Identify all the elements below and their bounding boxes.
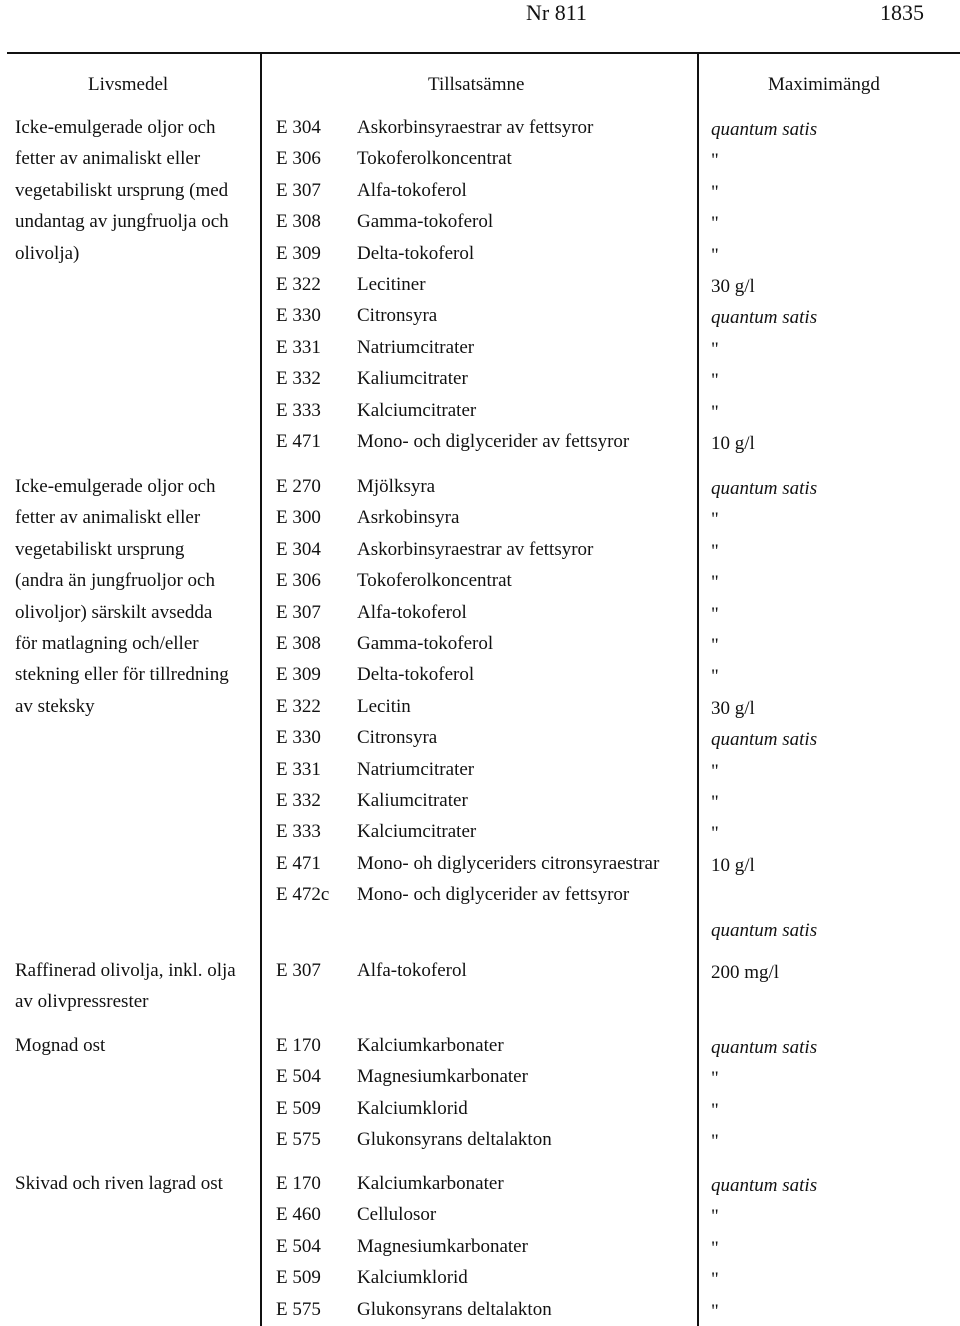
food-category-line: vegetabiliskt ursprung (med [15, 179, 229, 201]
max-amount: 200 mg/l [711, 962, 780, 983]
additive-name: Natriumcitrater [357, 758, 475, 780]
e-number: E 300 [276, 507, 321, 529]
food-category-line: Raffinerad olivolja, inkl. olja [15, 960, 236, 981]
additive-name: Lecitiner [357, 274, 426, 295]
max-amount: " [711, 338, 719, 360]
max-amount: " [711, 603, 719, 625]
additive-name: Glukonsyrans deltalakton [357, 1298, 552, 1320]
e-number: E 472c [276, 884, 330, 906]
e-number: E 306 [276, 570, 321, 592]
additive-name: Alfa-tokoferol [357, 601, 467, 623]
e-number: E 170 [276, 1173, 321, 1194]
e-number: E 509 [276, 1267, 321, 1289]
e-number: E 304 [276, 117, 321, 138]
food-category-line: olivolja) [15, 242, 80, 264]
e-number: E 322 [276, 695, 321, 717]
max-amount: " [711, 666, 719, 688]
column-header-food: Livsmedel [88, 74, 169, 95]
e-number: E 504 [276, 1066, 321, 1088]
e-number: E 322 [276, 274, 321, 295]
max-amount: 30 g/l [711, 276, 755, 297]
additive-name: Tokoferolkoncentrat [357, 570, 512, 592]
e-number: E 306 [276, 148, 321, 170]
max-amount: " [711, 244, 719, 266]
additive-name: Gamma-tokoferol [357, 211, 494, 233]
max-amount: " [711, 370, 719, 392]
e-number: E 471 [276, 852, 321, 874]
e-number: E 330 [276, 305, 321, 327]
additive-name: Mono- och diglycerider av fettsyror [357, 431, 630, 452]
e-number: E 307 [276, 960, 321, 981]
food-category-line: Mognad ost [15, 1035, 106, 1056]
e-number: E 331 [276, 758, 321, 780]
additive-name: Gamma-tokoferol [357, 633, 494, 654]
e-number: E 270 [276, 476, 321, 497]
e-number: E 575 [276, 1298, 321, 1320]
food-category-line: (andra än jungfruoljor och [15, 570, 215, 592]
e-number: E 460 [276, 1204, 321, 1226]
max-amount: 10 g/l [711, 854, 755, 876]
food-category-line: fetter av animaliskt eller [15, 507, 201, 529]
top-rule [7, 52, 960, 54]
e-number: E 332 [276, 790, 321, 811]
max-amount: quantum satis [711, 1037, 818, 1058]
max-amount: quantum satis [711, 919, 818, 941]
e-number: E 308 [276, 211, 321, 233]
max-amount: quantum satis [711, 119, 818, 140]
max-amount: 30 g/l [711, 697, 755, 719]
food-category-line: undantag av jungfruolja och [15, 211, 229, 233]
additive-name: Citronsyra [357, 727, 438, 749]
max-amount: " [711, 181, 719, 203]
max-amount: quantum satis [711, 1175, 818, 1196]
e-number: E 332 [276, 368, 321, 390]
e-number: E 333 [276, 821, 321, 843]
additive-name: Citronsyra [357, 305, 438, 327]
additive-name: Mono- och diglycerider av fettsyror [357, 884, 630, 906]
additive-name: Cellulosor [357, 1204, 437, 1226]
e-number: E 307 [276, 601, 321, 623]
additive-name: Alfa-tokoferol [357, 179, 467, 201]
additive-name: Kaliumcitrater [357, 368, 468, 390]
additive-name: Magnesiumkarbonater [357, 1066, 528, 1088]
e-number: E 309 [276, 242, 321, 264]
max-amount: " [711, 760, 719, 782]
page-number-right: 1835 [880, 0, 924, 25]
additive-name: Tokoferolkoncentrat [357, 148, 512, 170]
food-category-line: olivoljor) särskilt avsedda [15, 601, 213, 623]
food-category-line: av steksky [15, 695, 95, 717]
additive-name: Delta-tokoferol [357, 664, 475, 686]
max-amount: " [711, 635, 719, 656]
additive-name: Glukonsyrans deltalakton [357, 1129, 552, 1151]
food-category-line: Icke-emulgerade oljor och [15, 476, 216, 497]
additive-name: Alfa-tokoferol [357, 960, 467, 981]
additive-name: Kalciumkarbonater [357, 1035, 504, 1056]
e-number: E 471 [276, 431, 321, 452]
e-number: E 575 [276, 1129, 321, 1151]
additive-name: Kalciumkarbonater [357, 1173, 504, 1194]
additive-name: Delta-tokoferol [357, 242, 475, 264]
max-amount: " [711, 1237, 719, 1259]
additive-name: Kalciumklorid [357, 1097, 468, 1119]
max-amount: " [711, 1099, 719, 1121]
max-amount: " [711, 823, 719, 845]
e-number: E 170 [276, 1035, 321, 1056]
max-amount: " [711, 1068, 719, 1090]
max-amount: " [711, 150, 719, 172]
food-category-line: Skivad och riven lagrad ost [15, 1173, 223, 1194]
e-number: E 309 [276, 664, 321, 686]
column-header-additive: Tillsatsämne [428, 74, 525, 95]
max-amount: " [711, 1300, 719, 1322]
e-number: E 504 [276, 1235, 321, 1257]
additive-name: Lecitin [357, 695, 411, 717]
additive-name: Kalciumklorid [357, 1267, 468, 1289]
additive-name: Asrkobinsyra [357, 507, 460, 529]
additive-name: Kaliumcitrater [357, 790, 468, 811]
food-category-line: stekning eller för tillredning [15, 664, 229, 686]
additive-name: Mjölksyra [357, 476, 436, 497]
food-category-line: av olivpressrester [15, 991, 149, 1013]
additive-name: Kalciumcitrater [357, 399, 477, 421]
max-amount: " [711, 1269, 719, 1291]
additive-name: Natriumcitrater [357, 336, 475, 358]
additive-name: Kalciumcitrater [357, 821, 477, 843]
additive-name: Askorbinsyraestrar av fettsyror [357, 538, 594, 560]
e-number: E 333 [276, 399, 321, 421]
max-amount: quantum satis [711, 478, 818, 499]
e-number: E 331 [276, 336, 321, 358]
max-amount: " [711, 572, 719, 594]
e-number: E 308 [276, 633, 321, 654]
max-amount: " [711, 509, 719, 531]
food-category-line: för matlagning och/eller [15, 633, 199, 654]
e-number: E 307 [276, 179, 321, 201]
page-number-left: Nr 811 [526, 0, 587, 25]
food-category-line: vegetabiliskt ursprung [15, 538, 185, 560]
e-number: E 509 [276, 1097, 321, 1119]
column-divider-1 [260, 54, 262, 1326]
max-amount: " [711, 401, 719, 423]
column-divider-2 [697, 54, 699, 1326]
additive-name: Magnesiumkarbonater [357, 1235, 528, 1257]
e-number: E 330 [276, 727, 321, 749]
food-category-line: Icke-emulgerade oljor och [15, 117, 216, 138]
max-amount: quantum satis [711, 729, 818, 751]
max-amount: " [711, 1206, 719, 1228]
max-amount: " [711, 1131, 719, 1153]
additive-name: Askorbinsyraestrar av fettsyror [357, 117, 594, 138]
max-amount: 10 g/l [711, 433, 755, 454]
max-amount: quantum satis [711, 307, 818, 329]
max-amount: " [711, 213, 719, 235]
e-number: E 304 [276, 538, 321, 560]
max-amount: " [711, 792, 719, 813]
food-category-line: fetter av animaliskt eller [15, 148, 201, 170]
column-header-max: Maximimängd [768, 74, 880, 95]
additive-name: Mono- oh diglyceriders citronsyraestrar [357, 852, 660, 874]
max-amount: " [711, 540, 719, 562]
